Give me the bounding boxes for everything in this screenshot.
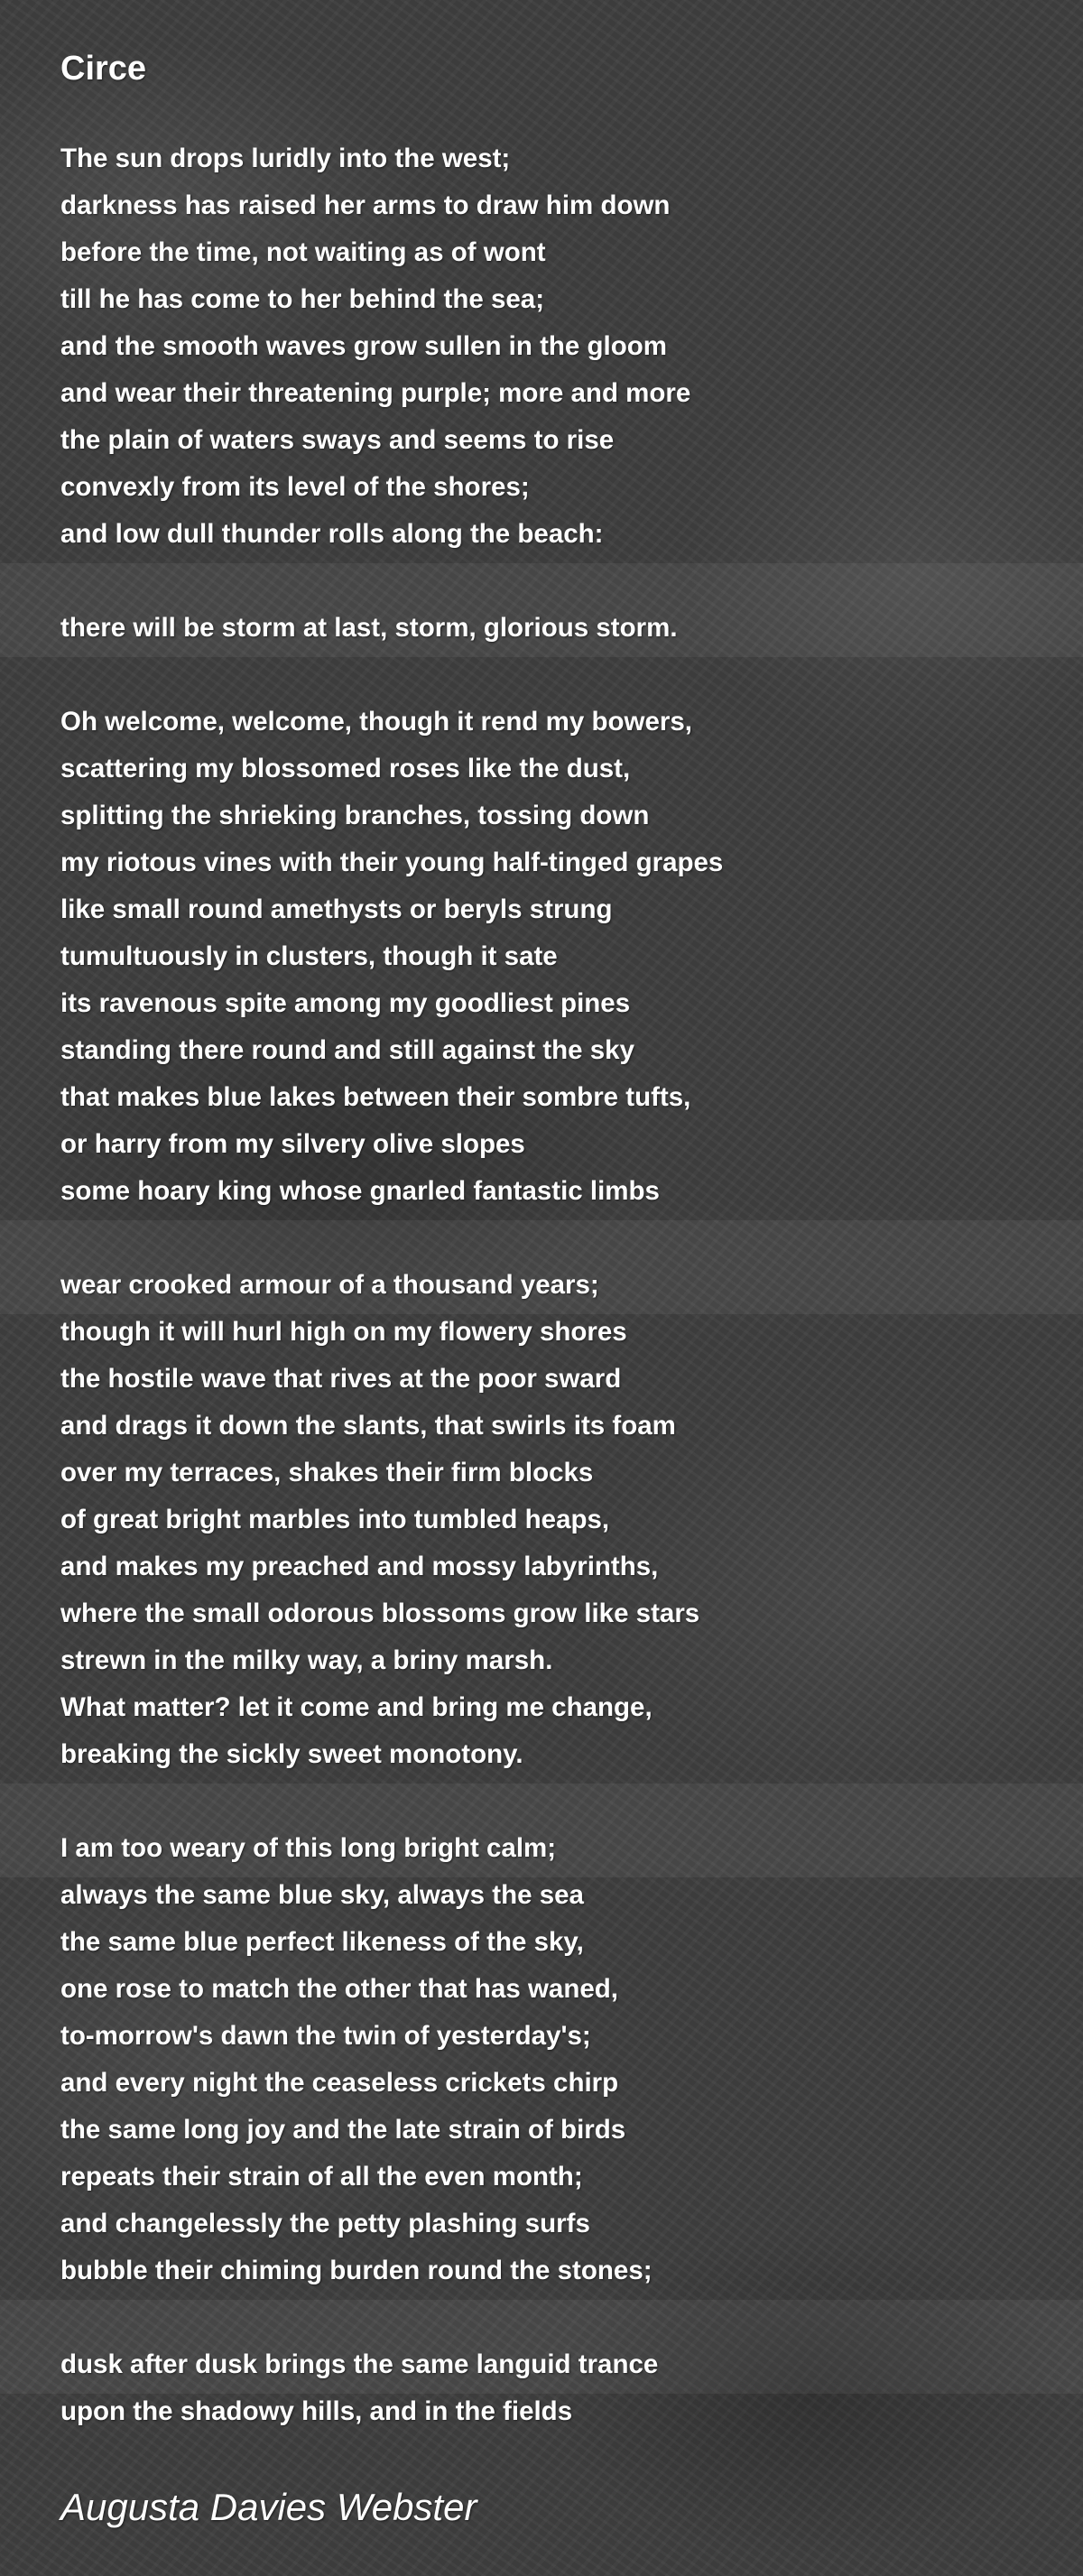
poem-line: darkness has raised her arms to draw him down (60, 190, 671, 220)
stanza (60, 1262, 1035, 1778)
poem-line: tumultuously in clusters, though it sate (60, 941, 558, 971)
poem-line: repeats their strain of all the even month; (60, 2162, 583, 2191)
poem-body (60, 135, 1035, 2435)
poem-line: of great bright marbles into tumbled heaps, (60, 1505, 610, 1534)
stanza (60, 605, 1035, 652)
poem-line: its ravenous spite among my goodliest pines (60, 988, 631, 1018)
poem-line: that makes blue lakes between their sombre tufts, (60, 1082, 691, 1112)
poem-line: upon the shadowy hills, and in the fields (60, 2396, 573, 2426)
stanza (60, 699, 1035, 1215)
poem-line: to-morrow's dawn the twin of yesterday's; (60, 2021, 591, 2051)
stanza (60, 135, 1035, 558)
poem-line: I am too weary of this long bright calm; (60, 1833, 557, 1863)
poem-line: always the same blue sky, always the sea (60, 1880, 584, 1910)
poem-line: and the smooth waves grow sullen in the gloom (60, 331, 668, 361)
poem-line: the same long joy and the late strain of birds (60, 2115, 626, 2145)
poem-line: Oh welcome, welcome, though it rend my bowers, (60, 707, 692, 737)
poem-line: over my terraces, shakes their firm blocks (60, 1458, 594, 1487)
poem-author: Augusta Davies Webster (60, 2486, 477, 2528)
poem-line: my riotous vines with their young half-tinged grapes (60, 848, 724, 877)
poem-line: strewn in the milky way, a briny marsh. (60, 1645, 553, 1675)
poem-line: where the small odorous blossoms grow like stars (60, 1598, 700, 1628)
poem-line: or harry from my silvery olive slopes (60, 1129, 525, 1159)
poem-line: dusk after dusk brings the same languid trance (60, 2349, 659, 2379)
poem-line: convexly from its level of the shores; (60, 472, 530, 502)
poem-line: What matter? let it come and bring me change, (60, 1692, 653, 1722)
poem-line: like small round amethysts or beryls strung (60, 894, 613, 924)
poem-line: standing there round and still against the sky (60, 1035, 634, 1065)
poem-title: Circe (60, 50, 147, 88)
poem-line: one rose to match the other that has waned, (60, 1974, 618, 2004)
poem-line: and makes my preached and mossy labyrinths, (60, 1552, 659, 1581)
poem-line: and every night the ceaseless crickets chirp (60, 2068, 619, 2098)
poem-line: till he has come to her behind the sea; (60, 284, 545, 314)
poem-line: though it will hurl high on my flowery shores (60, 1317, 627, 1347)
poem-line: bubble their chiming burden round the stones; (60, 2256, 653, 2285)
poem-line: and changelessly the petty plashing surfs (60, 2209, 590, 2238)
poem-line: there will be storm at last, storm, glorious storm. (60, 613, 678, 643)
poem-line: and wear their threatening purple; more and more (60, 378, 691, 408)
poem-line: and drags it down the slants, that swirls its foam (60, 1411, 676, 1441)
poem-line: The sun drops luridly into the west; (60, 144, 511, 173)
poem-line: the hostile wave that rives at the poor sward (60, 1364, 622, 1394)
stanza (60, 2341, 1035, 2435)
poem-line: breaking the sickly sweet monotony. (60, 1739, 523, 1769)
stanza (60, 1825, 1035, 2294)
poem-line: the plain of waters sways and seems to rise (60, 425, 615, 455)
poem-line: wear crooked armour of a thousand years; (60, 1270, 599, 1300)
poem-line: before the time, not waiting as of wont (60, 237, 546, 267)
poem-line: and low dull thunder rolls along the beach: (60, 519, 604, 549)
poem-line: some hoary king whose gnarled fantastic limbs (60, 1176, 660, 1206)
poem-line: scattering my blossomed roses like the dust, (60, 754, 631, 783)
poem-line: the same blue perfect likeness of the sky, (60, 1927, 584, 1957)
poem-line: splitting the shrieking branches, tossing down (60, 801, 650, 830)
